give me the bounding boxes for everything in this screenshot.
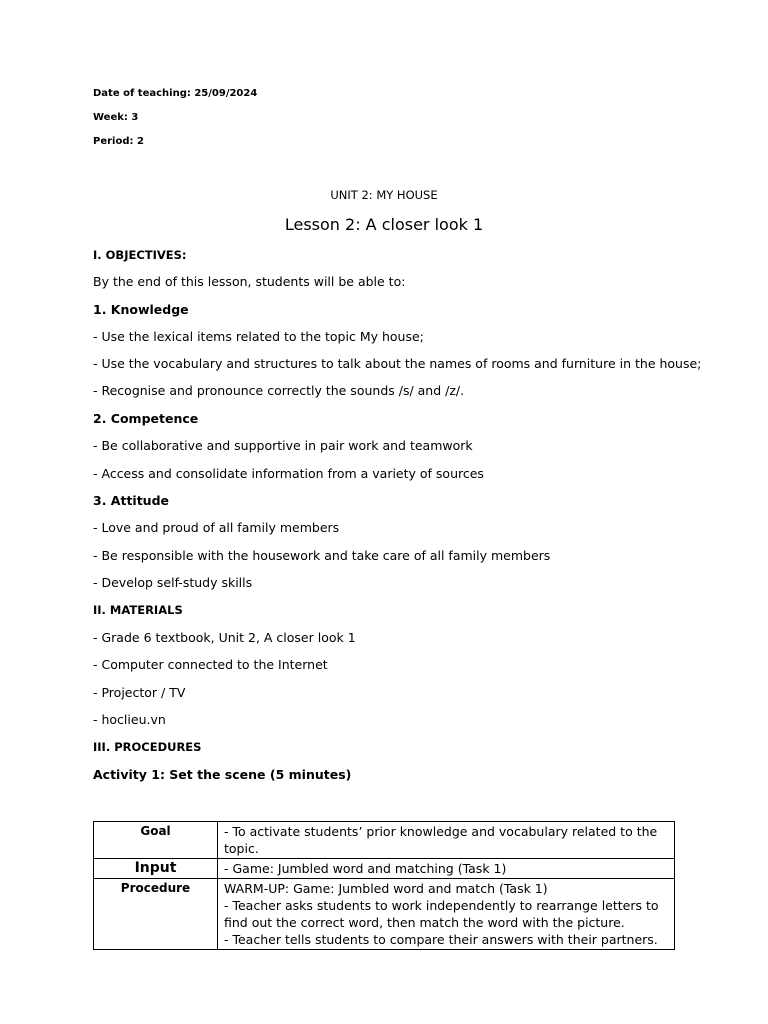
competence-item: - Access and consolidate information from a variety of sources (93, 466, 484, 481)
knowledge-item: - Use the lexical items related to the topic My house; (93, 329, 424, 344)
knowledge-heading: 1. Knowledge (93, 302, 189, 317)
lesson-title: Lesson 2: A closer look 1 (284, 215, 484, 234)
procedure-line: - Teacher tells students to compare their answers with their partners. (224, 932, 658, 947)
objectives-intro: By the end of this lesson, students will be able to: (93, 274, 406, 289)
materials-item: - Grade 6 textbook, Unit 2, A closer look 1 (93, 630, 356, 645)
goal-value: - To activate students’ prior knowledge and vocabulary related to the topic. (218, 822, 675, 859)
goal-row (94, 822, 675, 859)
period: Period: 2 (93, 136, 144, 147)
procedure-value (218, 879, 675, 950)
materials-heading: II. MATERIALS (93, 603, 183, 617)
competence-item: - Be collaborative and supportive in pair work and teamwork (93, 438, 473, 453)
week: Week: 3 (93, 112, 139, 123)
knowledge-item: - Recognise and pronounce correctly the sounds /s/ and /z/. (93, 383, 465, 398)
input-label: Input (94, 859, 218, 879)
activity-title: Activity 1: Set the scene (5 minutes) (93, 767, 352, 782)
knowledge-item: - Use the vocabulary and structures to talk about the names of rooms and furniture in the house; (93, 356, 702, 371)
unit-title: UNIT 2: MY HOUSE (330, 188, 438, 202)
procedure-row (94, 879, 675, 950)
objectives-heading: I. OBJECTIVES: (93, 248, 187, 262)
attitude-item: - Develop self-study skills (93, 575, 253, 590)
attitude-item: - Love and proud of all family members (93, 520, 340, 535)
activity-table (93, 821, 675, 950)
goal-label: Goal (94, 822, 218, 859)
input-row (94, 859, 675, 879)
attitude-heading: 3. Attitude (93, 493, 170, 508)
input-value: - Game: Jumbled word and matching (Task 1) (218, 859, 675, 879)
procedure-label: Procedure (94, 879, 218, 950)
procedure-line: - Teacher asks students to work independently to rearrange letters to find out the correct word, then match the word with the picture. (224, 898, 659, 930)
date-of-teaching: Date of teaching: 25/09/2024 (93, 88, 258, 99)
materials-item: - Projector / TV (93, 685, 186, 700)
competence-heading: 2. Competence (93, 411, 199, 426)
materials-item: - hoclieu.vn (93, 712, 166, 727)
attitude-item: - Be responsible with the housework and take care of all family members (93, 548, 551, 563)
procedures-heading: III. PROCEDURES (93, 740, 202, 754)
materials-item: - Computer connected to the Internet (93, 657, 328, 672)
procedure-line: WARM-UP: Game: Jumbled word and match (Task 1) (224, 881, 548, 896)
